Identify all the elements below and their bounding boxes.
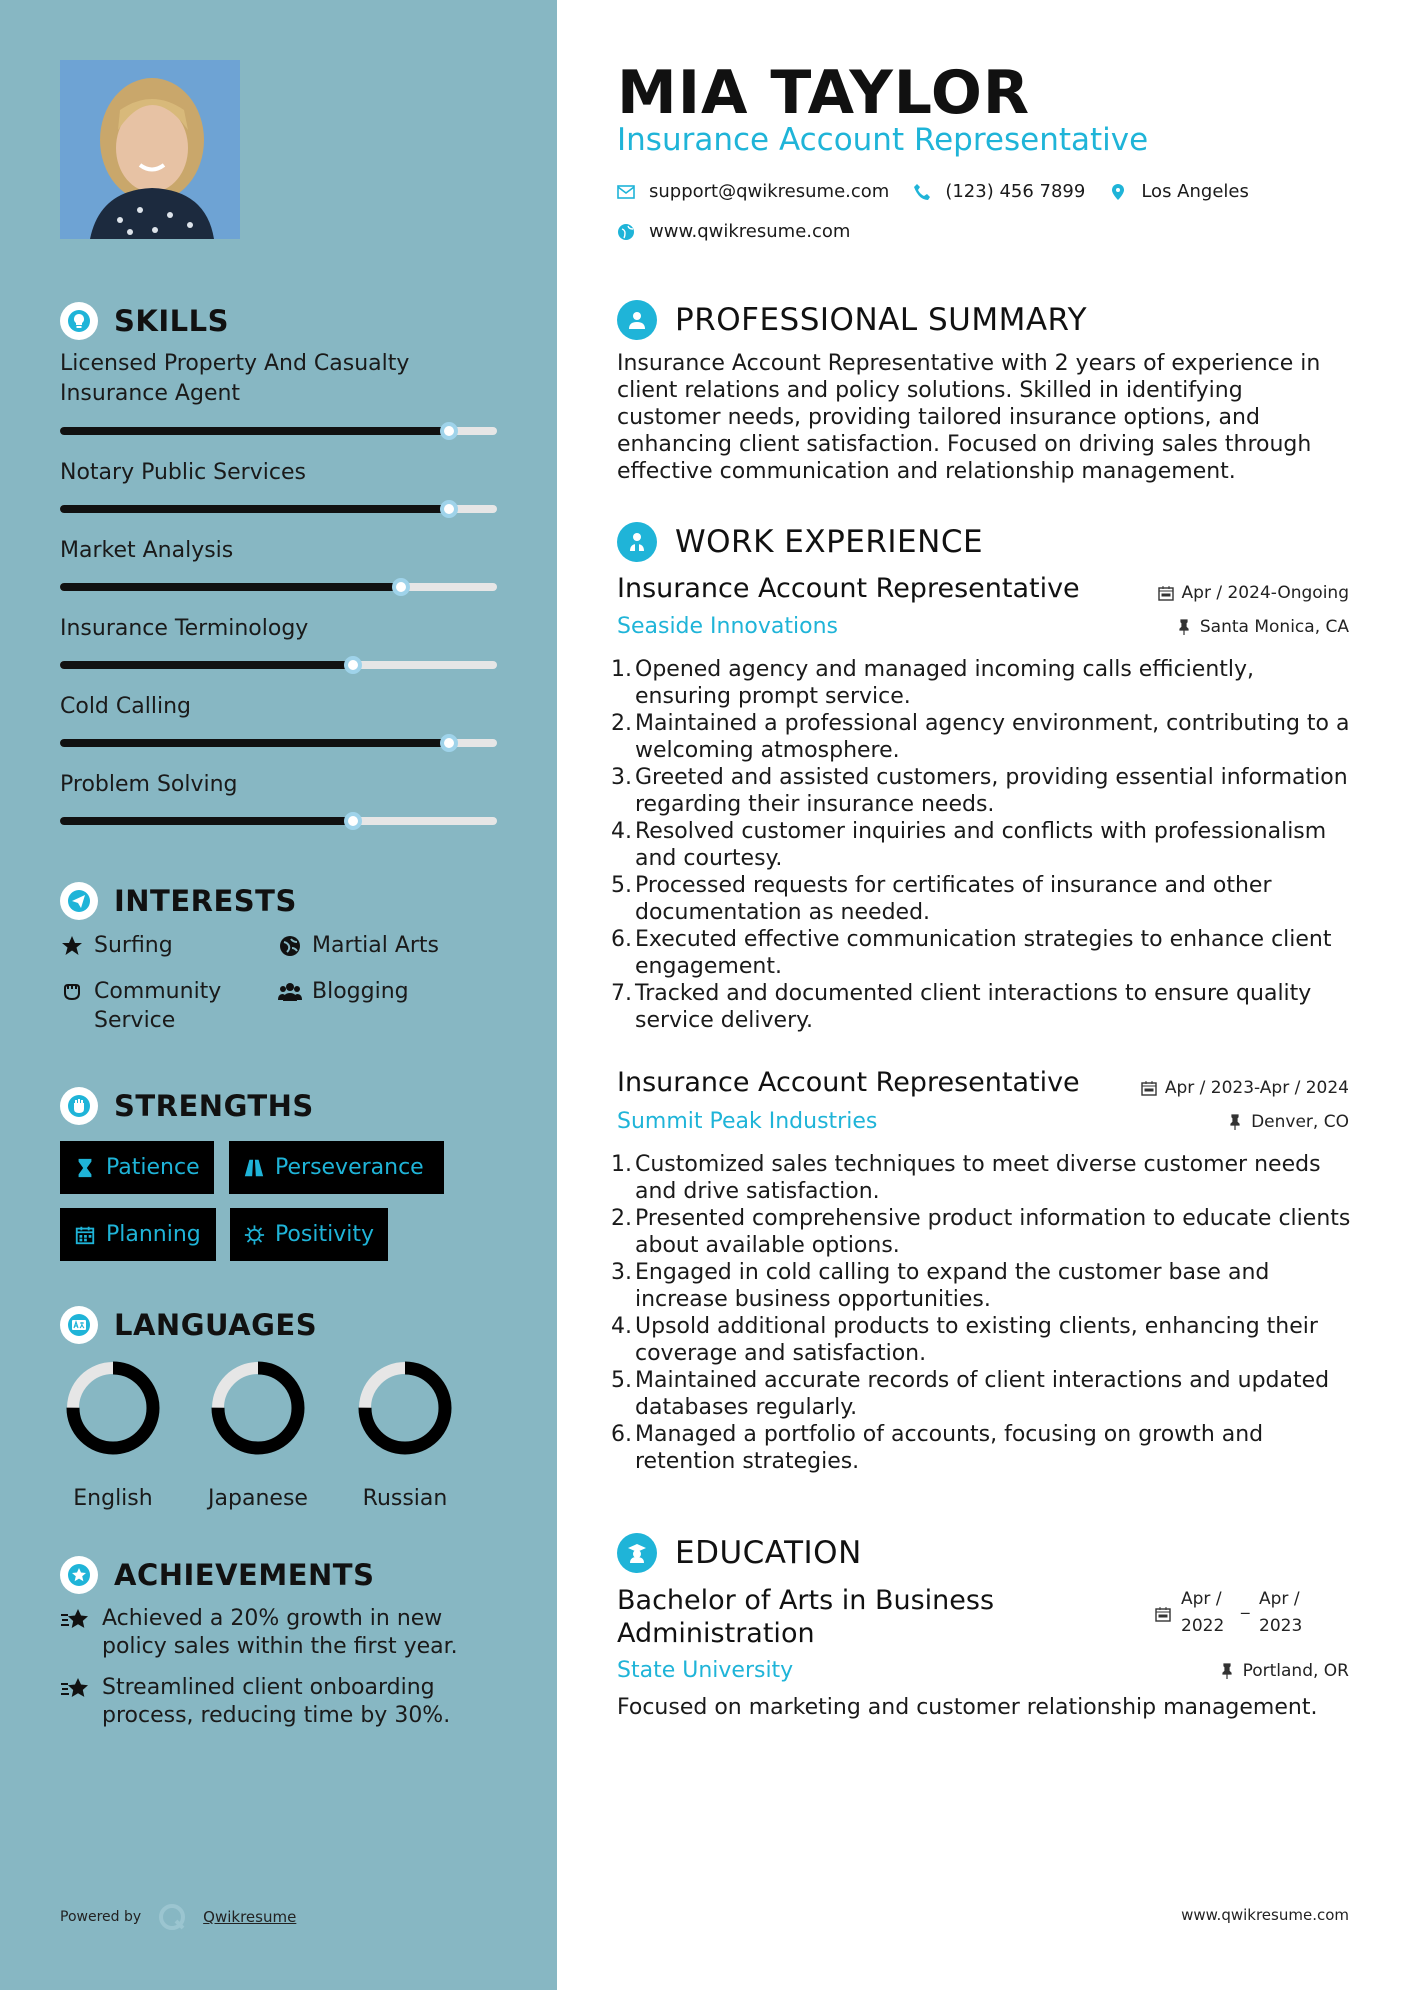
job-dates-text: Apr / 2023-Apr / 2024 [1164, 1078, 1349, 1098]
language-name: English [73, 1486, 153, 1511]
star-burst-icon [60, 1676, 90, 1702]
job-bullet-text: Resolved customer inquiries and conflicts with professionalism and courtesy. [635, 819, 1327, 871]
summary-title: PROFESSIONAL SUMMARY [675, 302, 1088, 338]
language-ring [65, 1360, 161, 1456]
languages-title: LANGUAGES [114, 1308, 318, 1342]
job-bullet-text: Presented comprehensive product information to educate clients about available options. [635, 1206, 1351, 1258]
skill-bar-fill [60, 739, 449, 747]
job-location-text: Denver, CO [1251, 1112, 1349, 1132]
job-bullet: 6. Managed a portfolio of accounts, focusing on growth and retention strategies. [611, 1421, 1351, 1475]
candidate-name: MIA TAYLOR [617, 58, 1031, 128]
skill-bar [60, 817, 497, 825]
interests-title: INTERESTS [114, 884, 297, 918]
skill-name: Problem Solving [60, 772, 238, 797]
skill-item [60, 349, 497, 409]
footer-website-link[interactable]: www.qwikresume.com [1181, 1906, 1349, 1924]
skill-bar-fill [60, 817, 353, 825]
globe-icon [278, 934, 302, 958]
job-bullet-text: Opened agency and managed incoming calls efficiently, ensuring prompt service. [635, 657, 1255, 709]
interest-label: Surfing [94, 933, 173, 958]
calendar-icon [74, 1224, 96, 1246]
strength-badge [60, 1208, 216, 1261]
pushpin-icon [1176, 619, 1192, 635]
experience-heading [617, 522, 983, 562]
interest-label: Blogging [312, 979, 409, 1004]
award-star-icon [60, 1556, 98, 1594]
skill-name: Notary Public Services [60, 460, 306, 485]
job-bullet-text: Managed a portfolio of accounts, focusing on growth and retention strategies. [635, 1422, 1264, 1474]
lightbulb-icon [60, 302, 98, 340]
skill-bar-knob [440, 422, 458, 440]
skills-title: SKILLS [114, 304, 229, 338]
qwikresume-link[interactable]: Qwikresume [203, 1908, 297, 1926]
experience-title: WORK EXPERIENCE [675, 524, 984, 560]
strength-badge [60, 1141, 214, 1194]
job-bullet-text: Processed requests for certificates of insurance and other documentation as needed. [635, 873, 1272, 925]
achievements-title: ACHIEVEMENTS [114, 1558, 375, 1592]
sidebar [0, 0, 557, 1990]
skill-bar-knob [440, 500, 458, 518]
interests-heading [60, 882, 297, 920]
job-bullet-text: Customized sales techniques to meet diverse customer needs and drive satisfaction. [635, 1152, 1321, 1204]
job-dates-text: Apr / 2024-Ongoing [1181, 583, 1349, 603]
interest-label: Martial Arts [312, 933, 440, 958]
job-company: Summit Peak Industries [617, 1109, 878, 1134]
interest-item [278, 977, 409, 1006]
strength-badge [229, 1141, 444, 1194]
language-item [345, 1360, 465, 1511]
job-bullet: 5. Processed requests for certificates of insurance and other documentation as needed. [611, 872, 1351, 926]
summary-text: Insurance Account Representative with 2 years of experience in client relations and policy solutions. Skilled in identifying customer needs, providing tailored insurance options, and enhancing client satisfaction. Focused on driving sales through effective communication and relationship management. [617, 351, 1321, 484]
skill-name: Insurance Terminology [60, 616, 309, 641]
interest-item [60, 931, 173, 960]
skill-bar-fill [60, 505, 449, 513]
job-bullet: 4. Resolved customer inquiries and conflicts with professionalism and courtesy. [611, 818, 1351, 872]
job-title: Insurance Account Representative [617, 1067, 1080, 1098]
job-location-text: Santa Monica, CA [1199, 617, 1349, 637]
powered-by-label: Powered by [60, 1909, 142, 1925]
skill-bar [60, 739, 497, 747]
hand-icon [60, 980, 84, 1004]
website-row [617, 221, 850, 242]
website-link[interactable]: www.qwikresume.com [649, 221, 851, 242]
language-item [53, 1360, 173, 1511]
star-icon [60, 934, 84, 958]
skill-bar [60, 583, 497, 591]
fist-icon [60, 1087, 98, 1125]
language-ring [357, 1360, 453, 1456]
job-bullet-text: Upsold additional products to existing clients, enhancing their coverage and satisfaction. [635, 1314, 1318, 1366]
paper-plane-icon [60, 882, 98, 920]
pushpin-icon [1227, 1114, 1243, 1130]
candidate-role: Insurance Account Representative [617, 122, 1149, 158]
profile-photo-image [60, 60, 240, 239]
calendar-icon [1141, 1080, 1157, 1096]
interest-label: Community Service [94, 979, 222, 1033]
briefcase-user-icon [617, 522, 657, 562]
skill-name: Licensed Property And Casualty Insurance Agent [60, 351, 410, 406]
strength-label: Planning [106, 1222, 201, 1247]
strengths-title: STRENGTHS [114, 1089, 314, 1123]
user-icon [617, 300, 657, 340]
hourglass-icon [74, 1157, 96, 1179]
achievements-heading [60, 1556, 374, 1594]
job-bullet-text: Executed effective communication strategies to enhance client engagement. [635, 927, 1332, 979]
calendar-icon [1158, 585, 1174, 601]
achievement-item [60, 1605, 500, 1661]
language-item [198, 1360, 318, 1511]
job-bullet: 3. Engaged in cold calling to expand the customer base and increase business opportunities. [611, 1259, 1351, 1313]
skill-bar-fill [60, 583, 401, 591]
school-name: State University [617, 1658, 794, 1683]
profile-photo [60, 60, 240, 239]
degree-title: Bachelor of Arts in Business Administration [617, 1585, 995, 1649]
job-dates [1158, 583, 1349, 603]
calendar-icon [1155, 1606, 1171, 1622]
skill-bar [60, 661, 497, 669]
education-start: Apr / 2022 [1181, 1589, 1225, 1636]
job-bullet: 7. Tracked and documented client interactions to ensure quality service delivery. [611, 980, 1351, 1034]
language-name: Japanese [208, 1486, 308, 1511]
email-link[interactable]: support@qwikresume.com [649, 181, 890, 202]
translate-icon [60, 1306, 98, 1344]
achievement-text: Achieved a 20% growth in new policy sales within the first year. [102, 1606, 458, 1659]
skill-item [60, 692, 497, 722]
achievement-item [60, 1674, 500, 1730]
education-dates: Apr / 2022 _ Apr / 2023 [1155, 1586, 1309, 1640]
skills-heading [60, 302, 229, 340]
users-icon [278, 980, 302, 1004]
road-icon [243, 1157, 265, 1179]
globe-icon [617, 223, 635, 241]
interest-item [278, 931, 439, 960]
job-bullet: 5. Maintained accurate records of client interactions and updated databases regularly. [611, 1367, 1351, 1421]
strength-label: Positivity [274, 1222, 374, 1247]
skill-name: Cold Calling [60, 694, 191, 719]
interest-item [60, 977, 260, 1035]
education-location [1219, 1661, 1349, 1681]
star-burst-icon [60, 1607, 90, 1633]
job-bullet: 2. Presented comprehensive product information to educate clients about available options. [611, 1206, 1351, 1258]
location-text: Los Angeles [1141, 181, 1249, 202]
skill-bar-fill [60, 427, 449, 435]
skill-bar-fill [60, 661, 353, 669]
languages-heading [60, 1306, 317, 1344]
language-name: Russian [362, 1486, 448, 1511]
job-bullet-text: Maintained accurate records of client interactions and updated databases regularly. [635, 1368, 1330, 1420]
graduate-icon [617, 1533, 657, 1573]
education-heading [617, 1533, 862, 1573]
skill-bar [60, 427, 497, 435]
skill-item [60, 614, 497, 644]
job-location [1227, 1112, 1349, 1132]
map-pin-icon [1109, 183, 1127, 201]
language-ring [210, 1360, 306, 1456]
phone-icon [913, 183, 931, 201]
achievement-text: Streamlined client onboarding process, reducing time by 30%. [102, 1675, 451, 1728]
skill-name: Market Analysis [60, 538, 234, 563]
skill-bar-knob [344, 656, 362, 674]
job-location [1176, 617, 1349, 637]
strength-label: Patience [106, 1155, 200, 1180]
job-bullet: 6. Executed effective communication strategies to enhance client engagement. [611, 926, 1351, 980]
strength-badge [230, 1208, 388, 1261]
job-bullet-text: Greeted and assisted customers, providing essential information regarding their insurance needs. [635, 765, 1348, 817]
education-location-text: Portland, OR [1242, 1661, 1349, 1681]
job-bullet-text: Tracked and documented client interactions to ensure quality service delivery. [635, 981, 1312, 1033]
education-end: Apr / 2023 [1259, 1589, 1303, 1636]
envelope-icon [617, 183, 635, 201]
skill-bar-knob [344, 812, 362, 830]
pushpin-icon [1219, 1663, 1235, 1679]
strengths-heading [60, 1087, 314, 1125]
job-bullets [611, 1151, 1351, 1475]
job-bullet: 2. Maintained a professional agency environment, contributing to a welcoming atmosphere. [611, 711, 1350, 763]
education-description: Focused on marketing and customer relationship management. [617, 1695, 1318, 1720]
summary-heading [617, 300, 1087, 340]
skill-bar [60, 505, 497, 513]
powered-by [60, 1902, 296, 1932]
skill-bar-knob [392, 578, 410, 596]
sun-icon [244, 1224, 265, 1246]
job-dates [1141, 1078, 1349, 1098]
job-bullet-text: Engaged in cold calling to expand the customer base and increase business opportunities. [635, 1260, 1270, 1312]
job-bullet: 3. Greeted and assisted customers, providing essential information regarding their insurance needs. [611, 764, 1351, 818]
phone-number[interactable]: (123) 456 7899 [945, 181, 1086, 202]
job-bullet: 1. Opened agency and managed incoming calls efficiently, ensuring prompt service. [611, 656, 1351, 710]
skill-item [60, 458, 497, 488]
strength-label: Perseverance [275, 1155, 424, 1180]
qwikresume-logo-icon [157, 1902, 187, 1932]
job-bullet: 1. Customized sales techniques to meet diverse customer needs and drive satisfaction. [611, 1151, 1351, 1205]
job-title: Insurance Account Representative [617, 573, 1080, 604]
job-company: Seaside Innovations [617, 614, 838, 639]
contact-row [617, 181, 1249, 202]
skill-item [60, 536, 497, 566]
education-title: EDUCATION [675, 1535, 862, 1571]
job-bullet-text: Maintained a professional agency environment, contributing to a welcoming atmosphere. [635, 711, 1350, 763]
job-bullet: 4. Upsold additional products to existing clients, enhancing their coverage and satisfaction. [611, 1313, 1351, 1367]
job-bullets [611, 656, 1351, 1034]
skill-bar-knob [440, 734, 458, 752]
skill-item [60, 770, 497, 800]
